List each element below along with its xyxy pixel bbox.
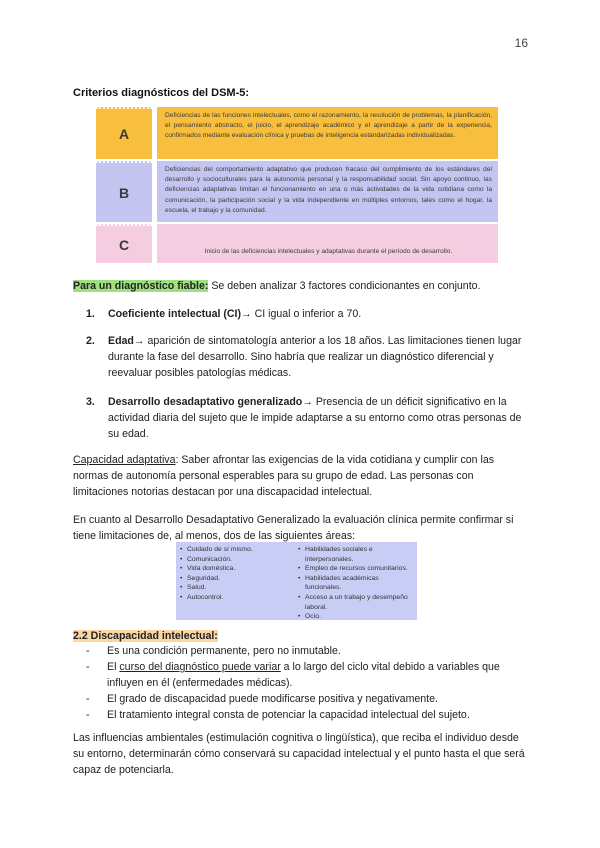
list-item-text: El grado de discapacidad puede modificarse positiva y negativamente. [107,693,438,705]
list-item-text: a lo largo del ciclo vital debido a variables que influyen en él (enfermedades médicas). [107,661,500,689]
area-item: • Vida doméstica. [179,564,289,574]
factor-term: Desarrollo desadaptativo generalizado [108,396,303,408]
list-item [86,643,528,659]
factor-number: 1. [86,308,95,320]
area-item: • Seguridad. [179,574,289,584]
list-item [86,691,528,707]
list-item-underlined: curso del diagnóstico puede variar [119,661,281,673]
list-item [86,659,528,691]
closing-paragraph: Las influencias ambientales (estimulación cognitiva o lingüística), que reciba el individuo desde su entorno, determinarán cómo conservará su capacidad intelectual y el punto hasta el que será capaz de potenciarla. [73,732,525,776]
area-item: • Empleo de recursos comunitarios. [297,564,415,574]
area-item: • Acceso a un trabajo y desempeño laboral. [297,593,415,612]
criteria-table [96,107,498,262]
factor-term: Edad [108,335,134,347]
area-item: • Comunicación. [179,555,289,565]
list-item-text: El tratamiento integral consta de potenciar la capacidad intelectual del sujeto. [107,709,470,721]
area-item: • Ocio. [297,612,415,622]
factor-term: Coeficiente intelectual (CI) [108,308,242,320]
section-heading-line [73,628,528,644]
adaptive-capacity-text: : Saber afrontar las exigencias de la vida cotidiana y cumplir con las normas de autonomía personal esperables para su grupo de edad. Las personas con limitaciones notorias destacan por una discapacidad intelectual. [73,454,495,498]
reliable-diagnosis-text: Se deben analizar 3 factores condicionantes en conjunto. [208,280,481,292]
criterion-a [96,107,498,159]
area-item: • Habilidades sociales e interpersonales. [297,545,415,564]
criteria-title: Criterios diagnósticos del DSM-5: [73,87,250,99]
criterion-text: Deficiencias del comportamiento adaptativo que producen fracaso del cumplimiento de los estándares del desarrollo y socioculturales para la autonomía personal y la responsabilidad social. Sin apoyo continuo, las deficiencias adaptativas limitan el funcionamiento en una o más actividades de la vida cotidiana como la comunicación, la participación social y la vida independiente en múltiples entornos, tales como el hogar, la escuela, el trabajo y la comunidad. [157,161,498,222]
areas-box [176,542,417,620]
section-heading: 2.2 Discapacidad intelectual: [73,630,218,642]
list-item-text: Es una condición permanente, pero no inmutable. [107,645,341,657]
criterion-label: A [96,107,152,159]
criterion-text: Inicio de las deficiencias intelectuales y adaptativas durante el período de desarrollo. [157,224,498,263]
area-item: • Autocontrol. [179,593,289,603]
factor-text: → aparición de sintomatología anterior a los 18 años. Las limitaciones tienen lugar durante la fase del desarrollo. Sino habría que realizar un diagnóstico diferencial y reevaluar posibles patologías médicas. [108,335,522,379]
list-item [86,707,528,723]
factor-text: → CI igual o inferior a 70. [241,308,362,320]
reliable-diagnosis-label: Para un diagnóstico fiable: [73,280,209,292]
page-number: 16 [514,36,528,50]
area-item: • Habilidades académicas funcionales. [297,574,415,593]
adaptive-capacity-term: Capacidad adaptativa [73,454,176,466]
reliable-diagnosis-line [73,278,528,294]
ddg-paragraph: En cuanto al Desarrollo Desadaptativo Generalizado la evaluación clínica permite confirmar si tiene limitaciones de, al menos, dos de las siguientes áreas: [73,514,514,542]
disability-list [86,643,528,723]
area-item: • Salud. [179,583,289,593]
areas-column-left [179,545,289,603]
factor-number: 3. [86,396,95,408]
criterion-text: Deficiencias de las funciones intelectuales, como el razonamiento, la resolución de problemas, la planificación, el pensamiento abstracto, el juicio, el aprendizaje académico y el aprendizaje a partir de la experiencia, confirmados mediante evaluación clínica y pruebas de inteligencia estandarizadas individualizadas. [157,107,498,159]
list-item-text: El [107,661,120,673]
area-item: • Cuidado de sí mismo. [179,545,289,555]
adaptive-capacity-paragraph [73,452,528,500]
criterion-c [96,224,498,263]
factor-text: → Presencia de un déficit significativo en la actividad diaria del sujeto que le impide adaptarse a su entorno como otras personas de su edad. [108,396,522,440]
areas-column-right [297,545,415,622]
criterion-b [96,161,498,222]
criterion-label: C [96,224,152,263]
criterion-label: B [96,161,152,222]
factor-number: 2. [86,335,95,347]
